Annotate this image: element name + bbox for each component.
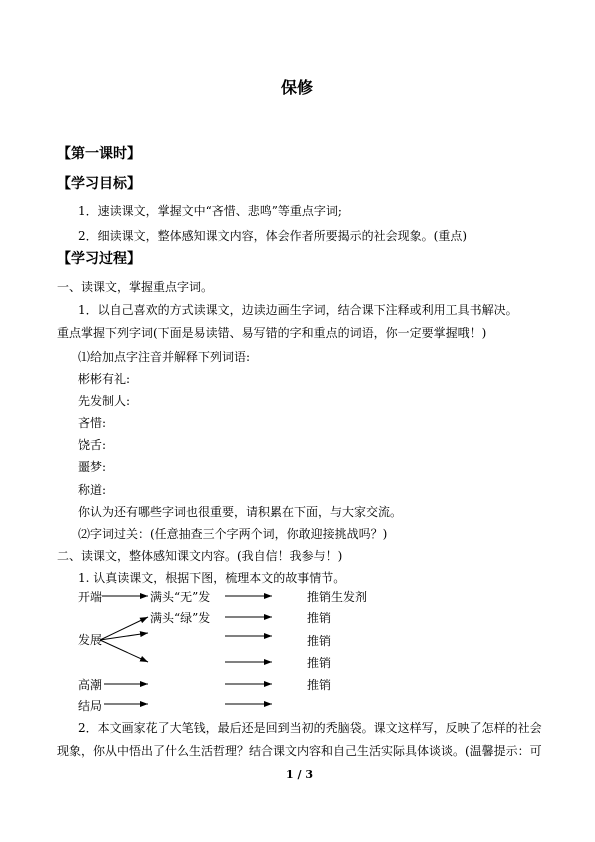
word-item: 称道: <box>78 483 107 497</box>
flow-result1: 推销生发剂 <box>307 590 368 604</box>
flow-develop: 发展 <box>78 633 103 647</box>
flow-mid2: 满头“绿”发 <box>150 611 211 625</box>
page-number: 1 / 3 <box>286 768 313 781</box>
part2-step1: 1. 认真读课文，根据下图，梳理本文的故事情节。 <box>78 571 346 585</box>
word-item: 饶舌: <box>78 438 107 452</box>
part1-note: 重点掌握下列字词(下面是易读错、易写错的字和重点的词语，你一定要掌握哦！) <box>57 326 487 340</box>
word-item: 吝惜: <box>78 416 107 430</box>
goal-item-2: 2．细读课文，整体感知课文内容，体会作者所要揭示的社会现象。(重点) <box>78 229 468 243</box>
part1-step1: 1．以自己喜欢的方式读课文，边读边画生字词，结合课下注释或利用工具书解决。 <box>78 303 518 317</box>
flow-mid1: 满头“无”发 <box>150 590 211 604</box>
part1-sub1: ⑴给加点字注音并解释下列词语: <box>78 350 251 364</box>
part1-sub2: ⑵字词过关：(任意抽查三个字两个词，你敢迎接挑战吗？) <box>78 527 388 541</box>
page-title: 保修 <box>281 78 314 97</box>
arrow-develop-down <box>100 640 148 662</box>
part2-heading: 二、读课文，整体感知课文内容。(我自信！我参与！) <box>57 549 343 563</box>
part1-accumulate: 你认为还有哪些字词也很重要，请积累在下面，与大家交流。 <box>78 505 403 519</box>
part2-step2-line1: 2．本文画家花了大笔钱，最后还是回到当初的秃脑袋。课文这样写，反映了怎样的社会 <box>78 721 542 735</box>
goal-item-1: 1．速读课文，掌握文中“吝惜、悲鸣”等重点字词; <box>78 204 342 218</box>
flow-climax: 高潮 <box>78 678 103 692</box>
word-item: 先发制人: <box>78 394 131 408</box>
part2-step2-line2: 现象，你从中悟出了什么生活哲理？结合课文内容和自己生活实际具体谈谈。(温馨提示：可 <box>57 744 542 758</box>
word-item: 噩梦: <box>78 460 107 474</box>
section-lesson-heading: 【第一课时】 <box>57 146 141 162</box>
flow-ending: 结局 <box>78 699 103 713</box>
flow-result: 推销 <box>307 656 332 670</box>
flow-result: 推销 <box>307 611 332 625</box>
section-process-heading: 【学习过程】 <box>57 251 141 267</box>
section-goals-heading: 【学习目标】 <box>57 176 141 192</box>
part1-heading: 一、读课文，掌握重点字词。 <box>57 280 214 294</box>
flow-start: 开端 <box>78 590 103 604</box>
flow-result: 推销 <box>307 634 332 648</box>
flow-result: 推销 <box>307 678 332 692</box>
word-item: 彬彬有礼: <box>78 372 131 386</box>
